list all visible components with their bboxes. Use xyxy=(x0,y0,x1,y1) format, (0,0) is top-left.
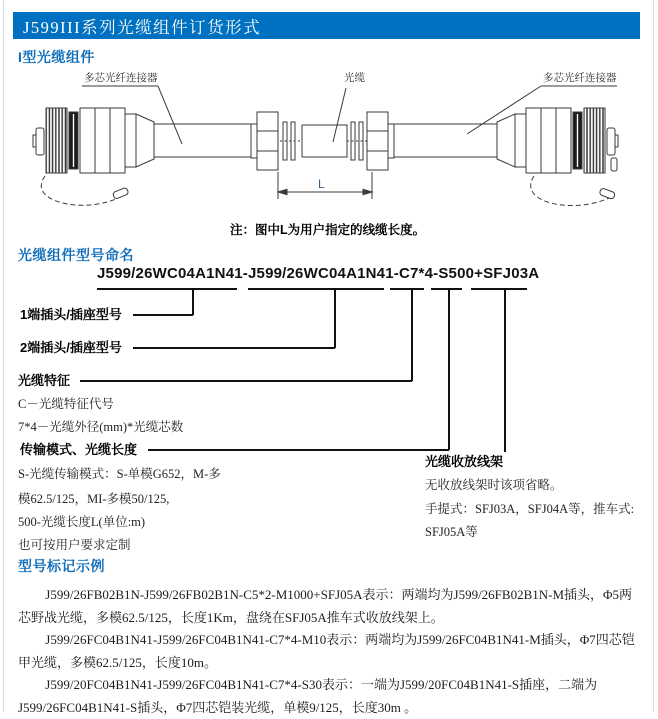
reel-omit-line: 无收放线架时该项省略。 xyxy=(425,478,563,492)
page-title: J599III系列光缆组件订货形式 xyxy=(23,17,262,37)
example-paragraph-3: J599/20FC04B1N41-J599/26FC04B1N41-C7*4-S30表示：一端为J599/20FC04B1N41-S插座，二端为J599/26FC04B1N41-S插头，Φ7四芯铠装光缆，单模9/125，长度30m 。 xyxy=(18,677,598,715)
callout-label-reel-rack: 光缆收放线架 xyxy=(425,454,504,469)
left-dustcap-chain xyxy=(41,176,118,205)
section-title-part-numbering: 光缆组件型号命名 xyxy=(18,247,134,263)
reel-cart-line: SFJ05A等 xyxy=(425,525,478,539)
cable-length-line: 500-光缆长度L(单位:m) xyxy=(18,515,146,529)
callout-label-end2-model: 2端插头/插座型号 xyxy=(20,340,122,355)
middle-tube xyxy=(302,125,347,157)
right-chain-clip xyxy=(599,188,615,200)
callout-label-mode-length: 传输模式、光缆长度 xyxy=(20,442,138,457)
dimension-label-L: L xyxy=(318,177,325,191)
cable-feature-code-line: C－光缆特征代号 xyxy=(18,397,114,411)
example-paragraph-2: J599/26FC04B1N41-J599/26FC04B1N41-C7*4-M10表示：两端均为J599/26FC04B1N41-M插头，Φ7四芯铠甲光缆，多模62.5/125，长度10m。 xyxy=(18,632,635,670)
left-backshell xyxy=(136,114,154,167)
right-dustcap xyxy=(607,128,615,155)
right-knurled-ring xyxy=(584,108,605,173)
cable-diameter-cores-line: 7*4－光缆外径(mm)*光缆芯数 xyxy=(18,420,184,434)
page-header-bar xyxy=(13,12,640,39)
diagram-label-right-connector: 多芯光纤连接器 xyxy=(543,73,617,84)
middle-right-hex-nut xyxy=(367,112,388,170)
diagram-label-left-connector: 多芯光纤连接器 xyxy=(84,73,158,84)
left-dustcap xyxy=(36,128,44,155)
example-paragraph-1: J599/26FB02B1N-J599/26FB02B1N-C5*2-M1000+SFJ05A表示：两端均为J599/26FB02B1N-M插头，Φ5两芯野战光缆，多模62.5/125，长度1Km，盘绕在SFJ05A推车式收放线架上。 xyxy=(18,587,633,625)
callout-label-cable-feature: 光缆特征 xyxy=(18,373,71,388)
custom-order-line: 也可按用户要求定制 xyxy=(18,538,131,552)
right-backshell xyxy=(497,114,515,167)
right-dustcap-chain xyxy=(531,176,611,206)
multimode-line: 模62.5/125，MI-多模50/125, xyxy=(18,492,170,506)
cable-assembly-diagram xyxy=(0,62,658,215)
section-title-marking-examples: 型号标记示例 xyxy=(18,558,105,574)
right-connector-body xyxy=(526,108,571,173)
diagram-note: 注：图中L为用户指定的线缆长度。 xyxy=(230,223,426,237)
section-title-type1-assembly: I型光缆组件 xyxy=(18,49,95,65)
transmission-mode-line: S-光缆传输模式：S-单模G652，M-多 xyxy=(18,467,221,481)
marking-examples xyxy=(18,584,642,719)
callout-label-end1-model: 1端插头/插座型号 xyxy=(20,307,122,322)
left-knurled-ring xyxy=(46,108,67,173)
part-number: J599/26WC04A1N41-J599/26WC04A1N41-C7*4-S500+SFJ03A xyxy=(97,265,540,282)
diagram-label-cable: 光缆 xyxy=(344,73,365,84)
middle-left-hex-nut xyxy=(257,112,278,170)
left-chain-clip xyxy=(112,187,129,199)
left-connector-body xyxy=(80,108,125,173)
reel-handheld-line: 手提式：SFJ03A，SFJ04A等，推车式: xyxy=(425,502,635,516)
